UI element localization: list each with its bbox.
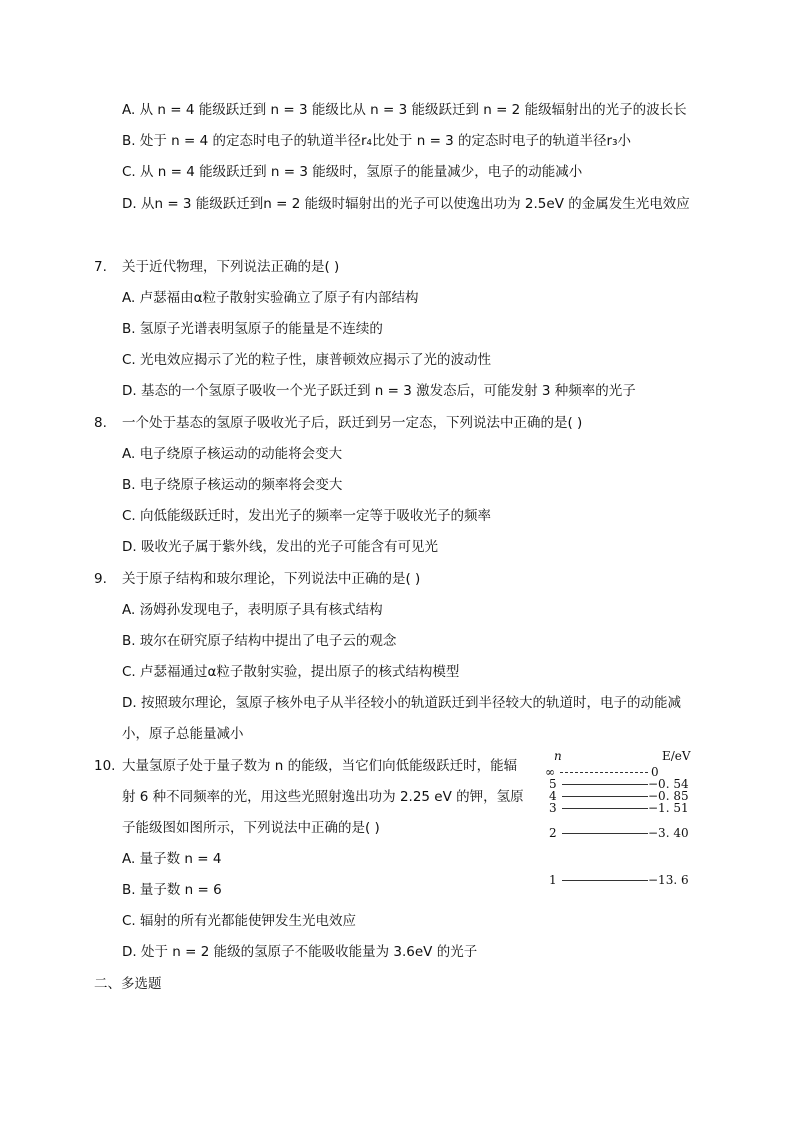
diagram-n-header: n	[554, 749, 562, 763]
level-energy-5: −0. 54	[648, 777, 689, 791]
q10-option-a: A. 量子数 n = 4	[122, 851, 222, 867]
q10-option-d: D. 处于 n = 2 能级的氢原子不能吸收能量为 3.6eV 的光子	[122, 944, 478, 960]
level-line-5	[562, 784, 648, 785]
q8-stem: 一个处于基态的氢原子吸收光子后，跃迁到另一定态，下列说法中正确的是( )	[122, 415, 583, 431]
level-label-2: 2	[549, 826, 557, 840]
q9-stem: 关于原子结构和玻尔理论，下列说法中正确的是( )	[122, 571, 421, 587]
level-line-inf	[560, 772, 648, 773]
q6-option-b: B. 处于 n = 4 的定态时电子的轨道半径r₄比处于 n = 3 的定态时电子的轨道半径r₃小	[122, 133, 632, 149]
q7-stem: 关于近代物理，下列说法正确的是( )	[122, 259, 340, 275]
q10-stem-line3: 子能级图如图所示，下列说法中正确的是( )	[122, 820, 380, 836]
q7-number: 7.	[94, 259, 107, 275]
q10-stem-line2: 射 6 种不同频率的光，用这些光照射逸出功为 2.25 eV 的钾，氢原	[122, 789, 524, 805]
level-energy-inf: 0	[651, 765, 659, 779]
q8-number: 8.	[94, 415, 107, 431]
level-energy-3: −1. 51	[648, 801, 689, 815]
q9-option-c: C. 卢瑟福通过α粒子散射实验，提出原子的核式结构模型	[122, 664, 460, 680]
q6-option-a: A. 从 n = 4 能级跃迁到 n = 3 能级比从 n = 3 能级跃迁到 n = 2 能级辐射出的光子的波长长	[122, 102, 687, 118]
level-line-3	[562, 808, 648, 809]
level-label-4: 4	[549, 789, 557, 803]
q10-option-b: B. 量子数 n = 6	[122, 882, 222, 898]
q7-option-d: D. 基态的一个氢原子吸收一个光子跃迁到 n = 3 激发态后，可能发射 3 种频率的光子	[122, 383, 636, 399]
q10-stem-line1: 大量氢原子处于量子数为 n 的能级，当它们向低能级跃迁时，能辐	[122, 758, 518, 774]
q10-option-c: C. 辐射的所有光都能使钾发生光电效应	[122, 913, 357, 929]
q7-option-c: C. 光电效应揭示了光的粒子性，康普顿效应揭示了光的波动性	[122, 352, 492, 368]
q8-option-a: A. 电子绕原子核运动的动能将会变大	[122, 446, 343, 462]
q10-number: 10.	[94, 758, 116, 774]
level-line-4	[562, 796, 648, 797]
q8-option-b: B. 电子绕原子核运动的频率将会变大	[122, 477, 343, 493]
level-label-3: 3	[549, 801, 557, 815]
q9-number: 9.	[94, 571, 107, 587]
level-energy-4: −0. 85	[648, 789, 689, 803]
q9-option-b: B. 玻尔在研究原子结构中提出了电子云的观念	[122, 633, 397, 649]
level-label-1: 1	[549, 873, 557, 887]
level-label-inf: ∞	[545, 765, 555, 779]
q8-option-c: C. 向低能级跃迁时，发出光子的频率一定等于吸收光子的频率	[122, 508, 492, 524]
level-energy-1: −13. 6	[648, 873, 689, 887]
q8-option-d: D. 吸收光子属于紫外线，发出的光子可能含有可见光	[122, 539, 438, 555]
diagram-e-header: E/eV	[662, 749, 691, 763]
level-label-5: 5	[549, 777, 557, 791]
q9-option-d-line1: D. 按照玻尔理论，氢原子核外电子从半径较小的轨道跃迁到半径较大的轨道时，电子的动能减	[122, 695, 681, 711]
q6-option-c: C. 从 n = 4 能级跃迁到 n = 3 能级时，氢原子的能量减少，电子的动能减小	[122, 164, 583, 180]
section-heading: 二、多选题	[94, 976, 162, 992]
level-line-2	[562, 833, 648, 834]
q7-option-a: A. 卢瑟福由α粒子散射实验确立了原子有内部结构	[122, 290, 419, 306]
q9-option-d-line2: 小，原子总能量减小	[122, 726, 244, 742]
q6-option-d: D. 从n = 3 能级跃迁到n = 2 能级时辐射出的光子可以使逸出功为 2.5eV 的金属发生光电效应	[122, 196, 690, 212]
level-energy-2: −3. 40	[648, 826, 689, 840]
q7-option-b: B. 氢原子光谱表明氢原子的能量是不连续的	[122, 321, 383, 337]
q9-option-a: A. 汤姆孙发现电子，表明原子具有核式结构	[122, 602, 383, 618]
energy-level-diagram	[540, 748, 705, 898]
level-line-1	[562, 880, 648, 881]
